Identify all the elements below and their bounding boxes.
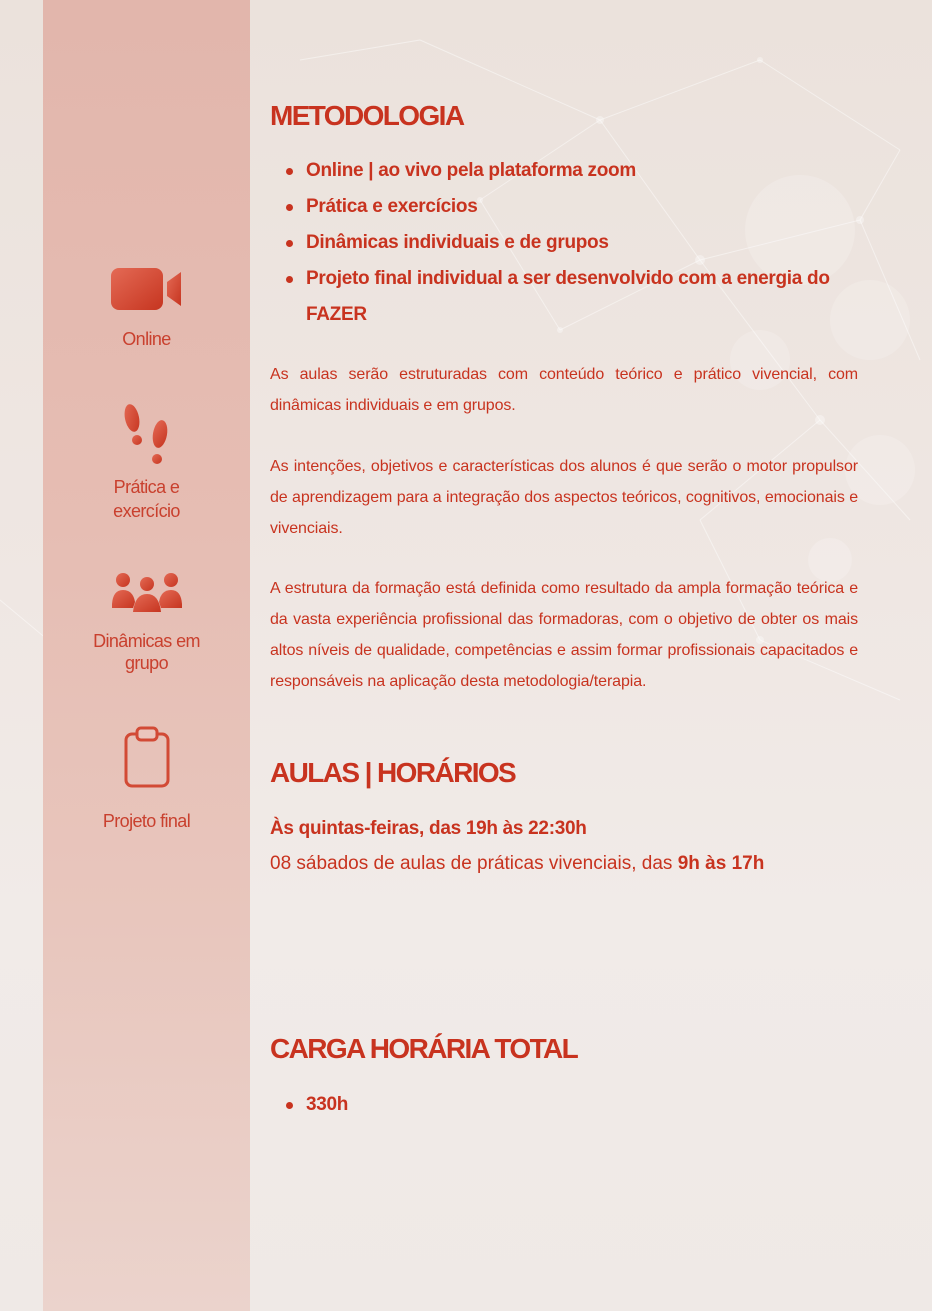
sidebar-label-project: Projeto final [102,811,191,831]
group-people-icon [111,572,183,614]
methodology-list [286,153,858,333]
methodology-item-project: Projeto final individual a ser desenvolvido com a energia do FAZER [306,261,858,333]
methodology-paragraph-3: A estrutura da formação está definida como resultado da ampla formação teórica e da vasta experiência profissional das formadoras, com o objetivo de obter os mais altos níveis de qualidade, competências e assim formar profissionais capacitados e responsáveis na aplicação desta metodologia/terapia. [270,580,858,690]
methodology-item-dynamics: Dinâmicas individuais e de grupos [306,225,858,261]
footprints-icon [117,402,177,470]
schedule-saturdays-text: 08 sábados de aulas de práticas vivenciais, das [270,853,678,874]
sidebar-item-practice [43,402,250,522]
sidebar-label-group-line2: grupo [124,653,169,673]
workload-item-hours: 330h [306,1087,858,1123]
sidebar-item-group [43,572,250,674]
workload-list [286,1087,858,1123]
methodology-item-online: Online | ao vivo pela plataforma zoom [306,153,858,189]
schedule-saturdays-hours: 9h às 17h [677,853,765,874]
sidebar-item-project [43,726,250,832]
video-camera-icon [109,266,185,312]
sidebar-label-practice-line1: Prática e [113,477,180,497]
sidebar-label-practice-line2: exercício [113,501,180,521]
schedule-thursdays: Às quintas-feiras, das 19h às 22:30h [270,818,587,839]
methodology-item-practice: Prática e exercícios [306,189,858,225]
methodology-paragraph-2: As intenções, objetivos e características dos alunos é que serão o motor propulsor de aprendizagem para a integração dos aspectos teóricos, cognitivos, emocionais e vivenciais. [270,458,858,537]
methodology-paragraph-1: As aulas serão estruturadas com conteúdo teórico e prático vivencial, com dinâmicas individuais e em grupos. [270,366,858,414]
sidebar-label-group-line1: Dinâmicas em [93,631,200,651]
schedule-title: AULAS | HORÁRIOS [270,757,516,788]
sidebar-item-online [43,266,250,350]
sidebar-label-online: Online [122,329,171,349]
schedule-saturdays [270,853,764,875]
methodology-title: METODOLOGIA [270,100,464,131]
workload-title: CARGA HORÁRIA TOTAL [270,1033,578,1064]
clipboard-icon [122,726,172,790]
